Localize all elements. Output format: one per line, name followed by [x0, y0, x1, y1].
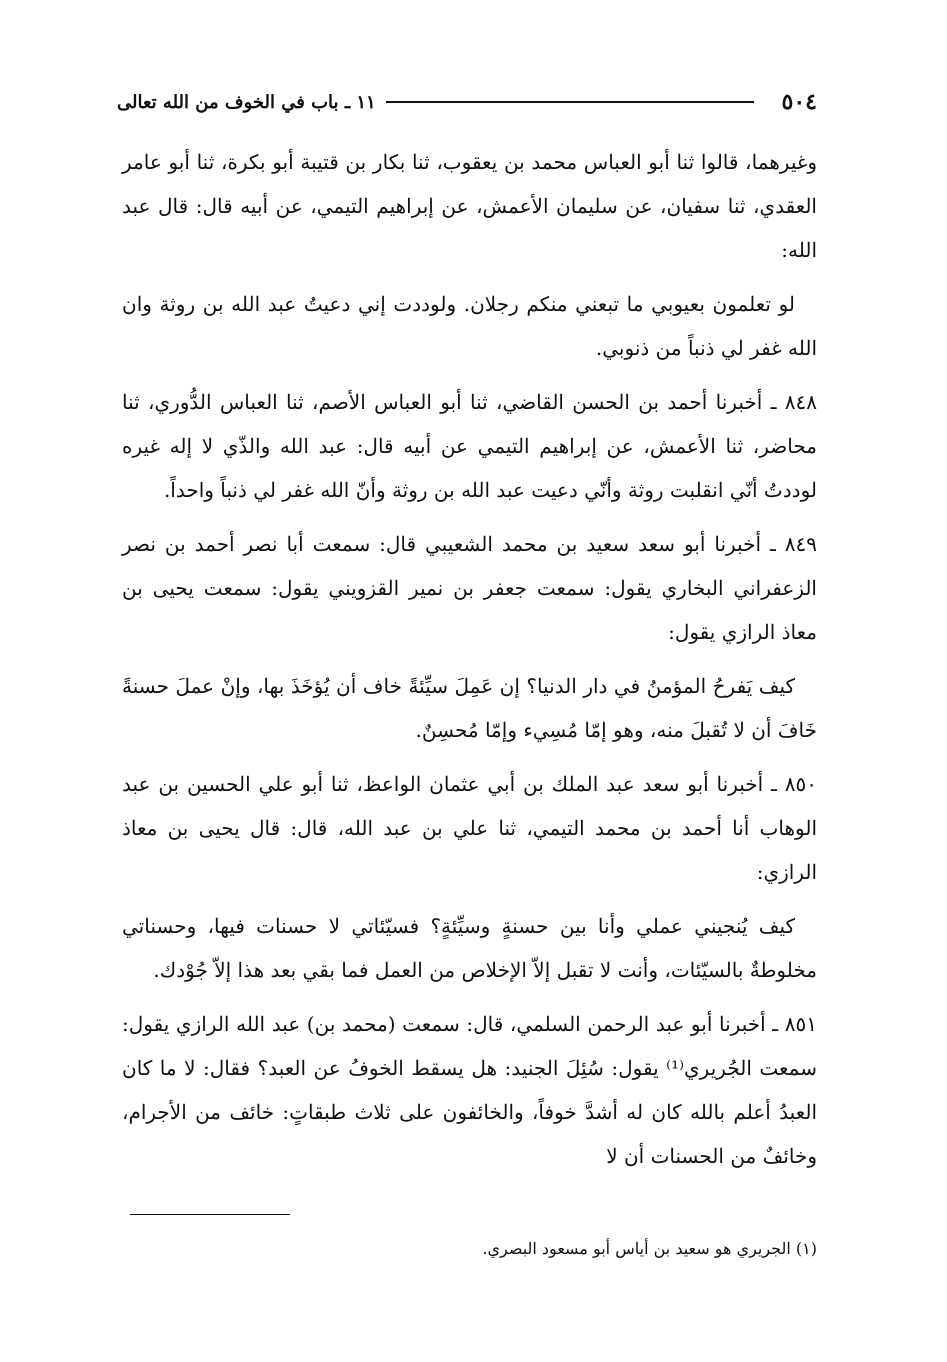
paragraph: ٨٥١ ـ أخبرنا أبو عبد الرحمن السلمي، قال: سمعت (محمد بن) عبد الله الرازي يقول: سمعت الجُريري⁽¹⁾ يقول: سُئِلَ الجنيد: هل يسقط الخوفُ عن العبد؟ فقال: لا ما كان العبدُ أعلم بالله كان له أشدَّ خوفاً، والخائفون على ثلاث طبقاتٍ: خائف من الأجرام، وخائفٌ من الحسنات أن لا — [122, 1012, 818, 1168]
footnote: (١) الجريري هو سعيد بن أياس أبو مسعود البصري. — [482, 1239, 817, 1258]
main-text — [122, 140, 817, 1188]
paragraph: ٨٤٩ ـ أخبرنا أبو سعد سعيد بن محمد الشعيبي قال: سمعت أبا نصر أحمد بن نصر الزعفراني البخاري يقول: سمعت جعفر بن نمير القزويني يقول: سمعت يحيى بن معاذ الرازي يقول: — [122, 532, 817, 644]
paragraph: كيف يُنجيني عملي وأنا بين حسنةٍ وسيِّئةٍ؟ فسيّئاتي لا حسنات فيها، وحسناتي مخلوطةٌ بالسيّئات، وأنت لا تقبل إلاّ الإخلاص من العمل فما بقي بعد هذا إلاّ جُوْدك. — [122, 914, 817, 982]
paragraph: كيف يَفرحُ المؤمنُ في دار الدنيا؟ إن عَمِلَ سيِّئةً خاف أن يُؤخَذَ بها، وإنْ عملَ حسنةً خَافَ أن لا تُقبلَ منه، وهو إمّا مُسِيء وإمّا مُحسِنٌ. — [122, 674, 817, 742]
paragraph: لو تعلمون بعيوبي ما تبعني منكم رجلان. ولوددت إني دعيتُ عبد الله بن روثة وان الله غفر لي ذنباً من ذنوبي. — [122, 292, 817, 360]
paragraph: ٨٤٨ ـ أخبرنا أحمد بن الحسن القاضي، ثنا أبو العباس الأصم، ثنا العباس الدُّوري، ثنا محاضر، ثنا الأعمش، عن إبراهيم التيمي عن أبيه قال: عبد الله والذّي لا إله غيره لوددتُ أنّي انقلبت روثة وأنّي دعيت عبد الله بن روثة وأنّ الله غفر لي ذنباً واحداً. — [122, 390, 817, 502]
page-header — [117, 84, 817, 120]
paragraph: ٨٥٠ ـ أخبرنا أبو سعد عبد الملك بن أبي عثمان الواعظ، ثنا أبو علي الحسين بن عبد الوهاب أنا أحمد بن محمد التيمي، ثنا علي بن عبد الله، قال: قال يحيى بن معاذ الرازي: — [122, 772, 817, 884]
header-rule — [386, 101, 754, 103]
page-number: ٥٠٤ — [781, 89, 817, 115]
footnote-separator — [130, 1214, 290, 1215]
paragraph: وغيرهما، قالوا ثنا أبو العباس محمد بن يعقوب، ثنا بكار بن قتيبة أبو بكرة، ثنا أبو عامر العقدي، ثنا سفيان، عن سليمان الأعمش، عن إبراهيم التيمي، عن أبيه قال: قال عبد الله: — [122, 150, 817, 262]
running-title: ١١ ـ باب في الخوف من الله تعالى — [117, 91, 376, 113]
